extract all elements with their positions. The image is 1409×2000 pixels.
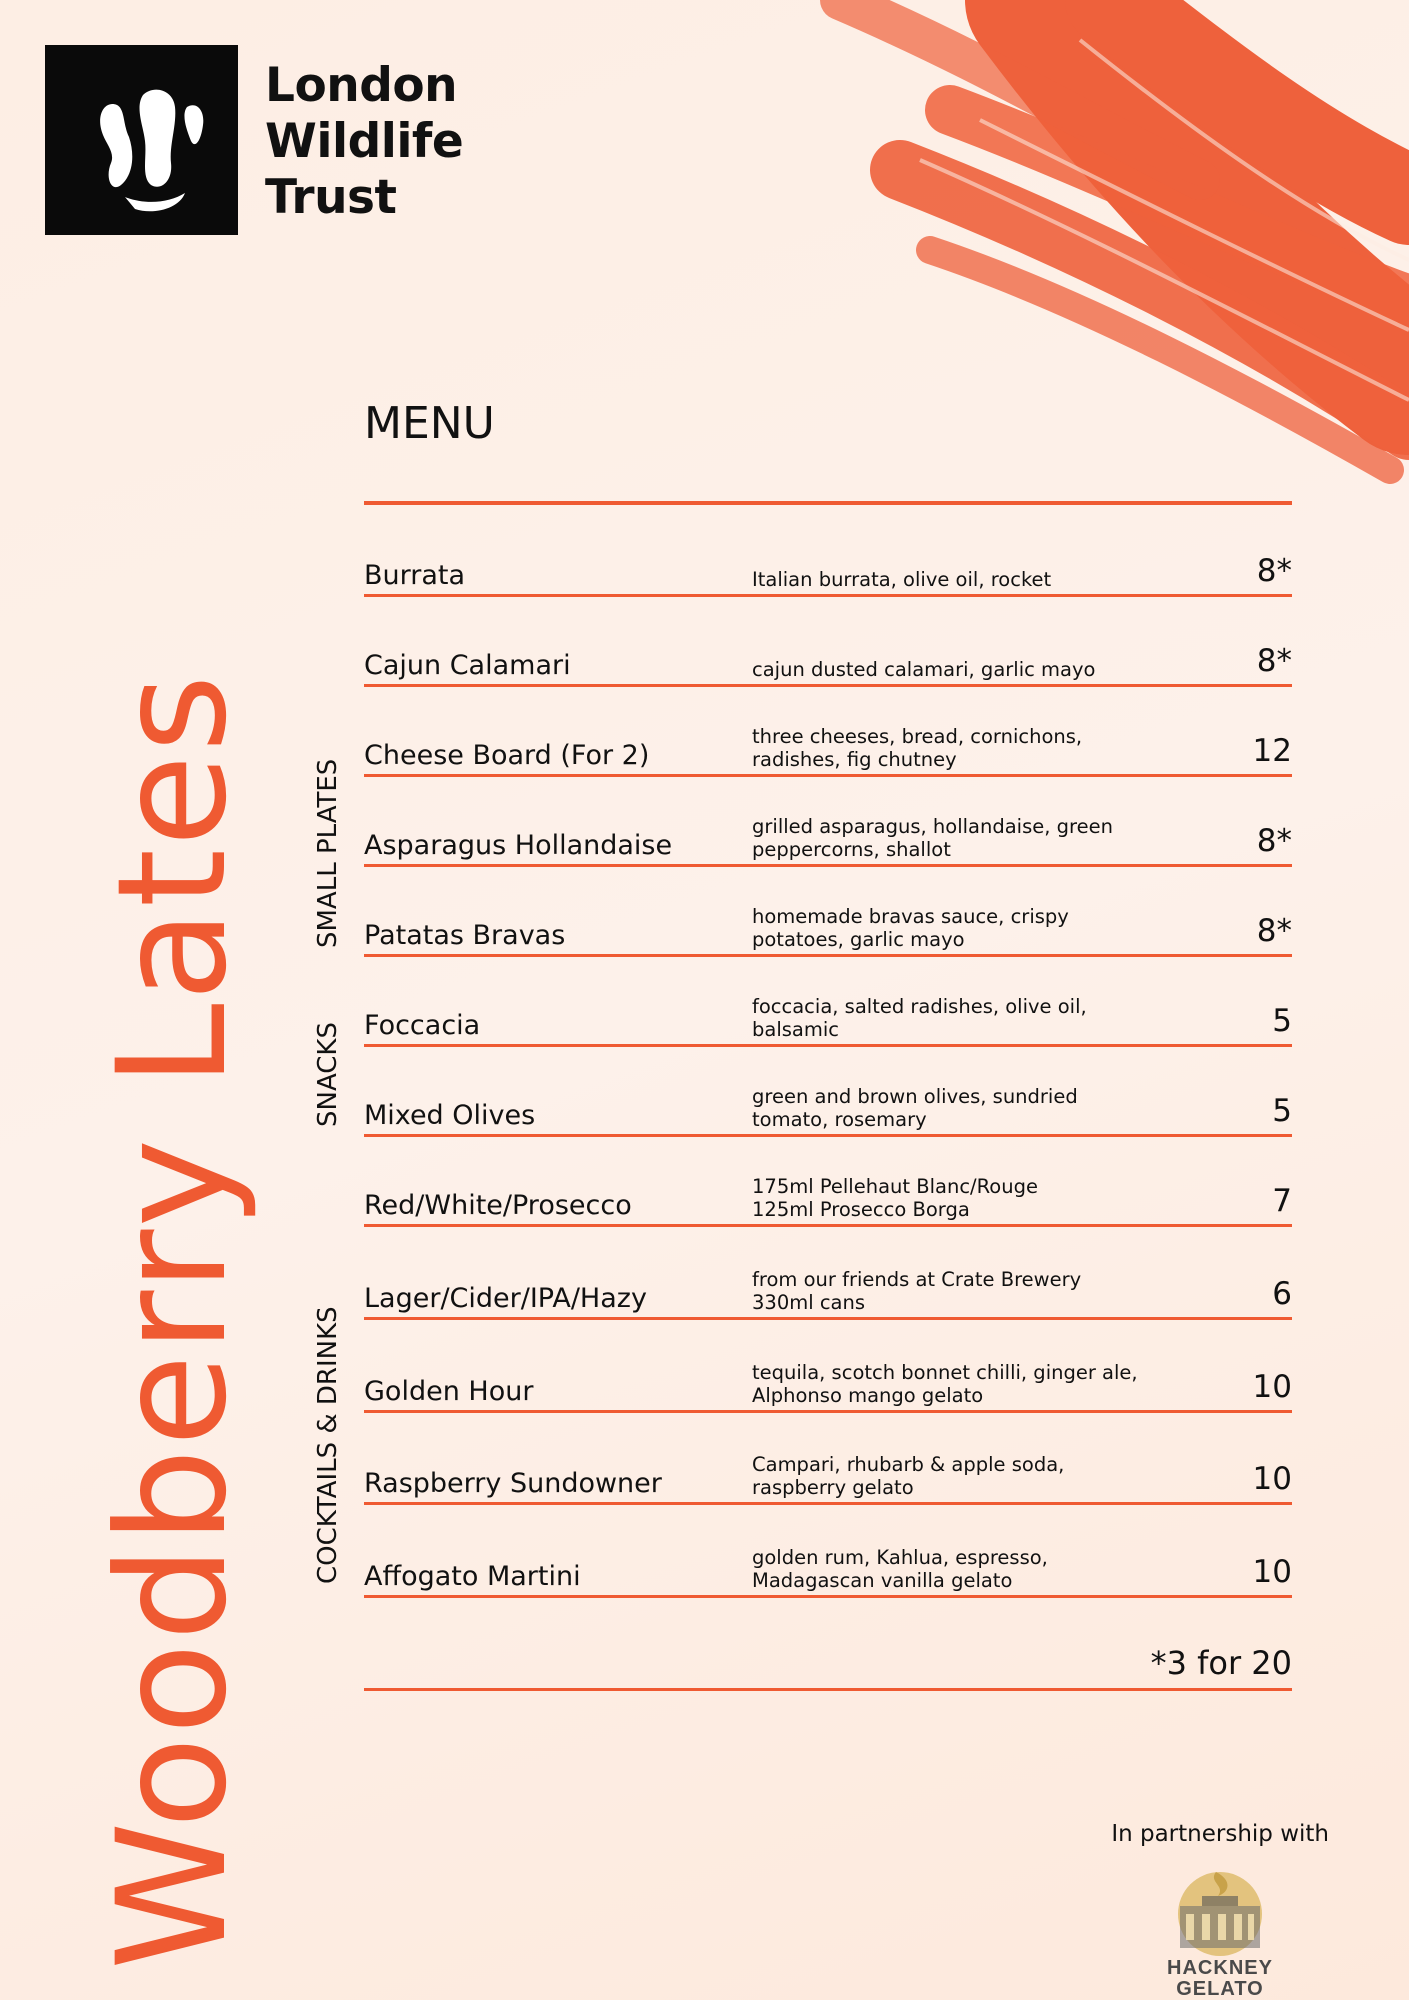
partnership-label: In partnership with: [1111, 1821, 1329, 1847]
item-description: [752, 1546, 1152, 1592]
divider: [364, 1502, 1292, 1505]
item-description: [752, 1175, 1152, 1221]
item-description-line: Madagascan vanilla gelato: [752, 1569, 1013, 1592]
menu-item: [364, 867, 1292, 957]
item-description-line: Campari, rhubarb & apple soda,: [752, 1453, 1065, 1476]
item-description-line: potatoes, garlic mayo: [752, 928, 965, 951]
item-price: 7: [1272, 1183, 1292, 1219]
menu-item: [364, 1508, 1292, 1598]
item-price: 10: [1252, 1554, 1292, 1590]
section-label-drinks: COCKTAILS & DRINKS: [313, 1306, 343, 1584]
menu-item: [364, 1137, 1292, 1227]
item-name: Asparagus Hollandaise: [364, 830, 673, 861]
item-name: Lager/Cider/IPA/Hazy: [364, 1283, 647, 1314]
item-description-line: Alphonso mango gelato: [752, 1384, 984, 1407]
item-name: Burrata: [364, 560, 466, 591]
partner-name-line: HACKNEY: [1167, 1957, 1273, 1979]
item-description: [752, 1085, 1152, 1131]
item-name: Mixed Olives: [364, 1100, 536, 1131]
item-description: [752, 1268, 1152, 1314]
menu-item: [364, 777, 1292, 867]
menu-item: [364, 1323, 1292, 1413]
item-description-line: radishes, fig chutney: [752, 748, 957, 771]
item-description: [752, 1361, 1152, 1407]
item-price: 8*: [1256, 913, 1292, 949]
logo-line: Trust: [265, 170, 397, 225]
item-price: 12: [1252, 733, 1292, 769]
item-name: Cajun Calamari: [364, 650, 571, 681]
item-description-line: green and brown olives, sundried: [752, 1085, 1078, 1108]
item-name: Affogato Martini: [364, 1561, 581, 1592]
hackney-gelato-logo: [1150, 1862, 1290, 2000]
event-title: Woodberry Lates: [86, 672, 260, 1970]
item-price: 8*: [1256, 823, 1292, 859]
item-name: Foccacia: [364, 1010, 481, 1041]
item-price: 6: [1272, 1276, 1292, 1312]
divider: [364, 1688, 1292, 1691]
item-description-line: peppercorns, shallot: [752, 838, 951, 861]
item-name: Cheese Board (For 2): [364, 740, 650, 771]
menu-item: [364, 1047, 1292, 1137]
menu-item: [364, 957, 1292, 1047]
item-description-line: balsamic: [752, 1018, 839, 1041]
item-description-line: tomato, rosemary: [752, 1108, 927, 1131]
item-name: Raspberry Sundowner: [364, 1468, 662, 1499]
menu-item: [364, 687, 1292, 777]
logo-wordmark: [265, 58, 463, 226]
divider: [364, 1317, 1292, 1320]
divider: [364, 501, 1292, 505]
divider: [364, 1224, 1292, 1227]
brush-stroke-decoration: [780, 0, 1409, 520]
item-name: Golden Hour: [364, 1376, 534, 1407]
item-description-line: three cheeses, bread, cornichons,: [752, 725, 1083, 748]
item-description-line: 175ml Pellehaut Blanc/Rouge: [752, 1175, 1038, 1198]
logo-line: Wildlife: [265, 114, 464, 169]
item-description-line: 125ml Prosecco Borga: [752, 1198, 970, 1221]
item-description: [752, 995, 1152, 1041]
item-description-line: foccacia, salted radishes, olive oil,: [752, 995, 1087, 1018]
deal-note: *3 for 20: [1150, 1644, 1292, 1682]
item-description-line: Italian burrata, olive oil, rocket: [752, 568, 1052, 591]
item-name: Patatas Bravas: [364, 920, 566, 951]
badger-icon: [45, 45, 238, 235]
logo-line: London: [265, 58, 458, 113]
menu-item: [364, 597, 1292, 687]
item-price: 5: [1272, 1093, 1292, 1129]
item-description: [752, 725, 1152, 771]
item-description: [752, 815, 1152, 861]
divider: [364, 1410, 1292, 1413]
menu-item: [364, 507, 1292, 597]
item-description: [752, 568, 1152, 591]
item-description-line: homemade bravas sauce, crispy: [752, 905, 1069, 928]
item-price: 8*: [1256, 553, 1292, 589]
item-description-line: raspberry gelato: [752, 1476, 914, 1499]
london-wildlife-trust-logo: [45, 45, 238, 235]
menu-title: MENU: [364, 398, 495, 449]
item-description-line: 330ml cans: [752, 1291, 866, 1314]
item-description-line: cajun dusted calamari, garlic mayo: [752, 658, 1096, 681]
divider: [364, 1595, 1292, 1598]
item-price: 8*: [1256, 643, 1292, 679]
item-price: 10: [1252, 1461, 1292, 1497]
item-price: 5: [1272, 1003, 1292, 1039]
item-description-line: from our friends at Crate Brewery: [752, 1268, 1082, 1291]
item-description-line: grilled asparagus, hollandaise, green: [752, 815, 1113, 838]
partner-name-line: GELATO: [1176, 1978, 1264, 2000]
section-label-snacks: SNACKS: [313, 1022, 343, 1127]
menu-item: [364, 1230, 1292, 1320]
item-description: [752, 1453, 1152, 1499]
item-description-line: golden rum, Kahlua, espresso,: [752, 1546, 1048, 1569]
section-label-small-plates: SMALL PLATES: [313, 758, 343, 948]
item-name: Red/White/Prosecco: [364, 1190, 632, 1221]
item-description: [752, 658, 1152, 681]
menu-item: [364, 1415, 1292, 1505]
item-price: 10: [1252, 1369, 1292, 1405]
item-description: [752, 905, 1152, 951]
item-description-line: tequila, scotch bonnet chilli, ginger ale,: [752, 1361, 1138, 1384]
